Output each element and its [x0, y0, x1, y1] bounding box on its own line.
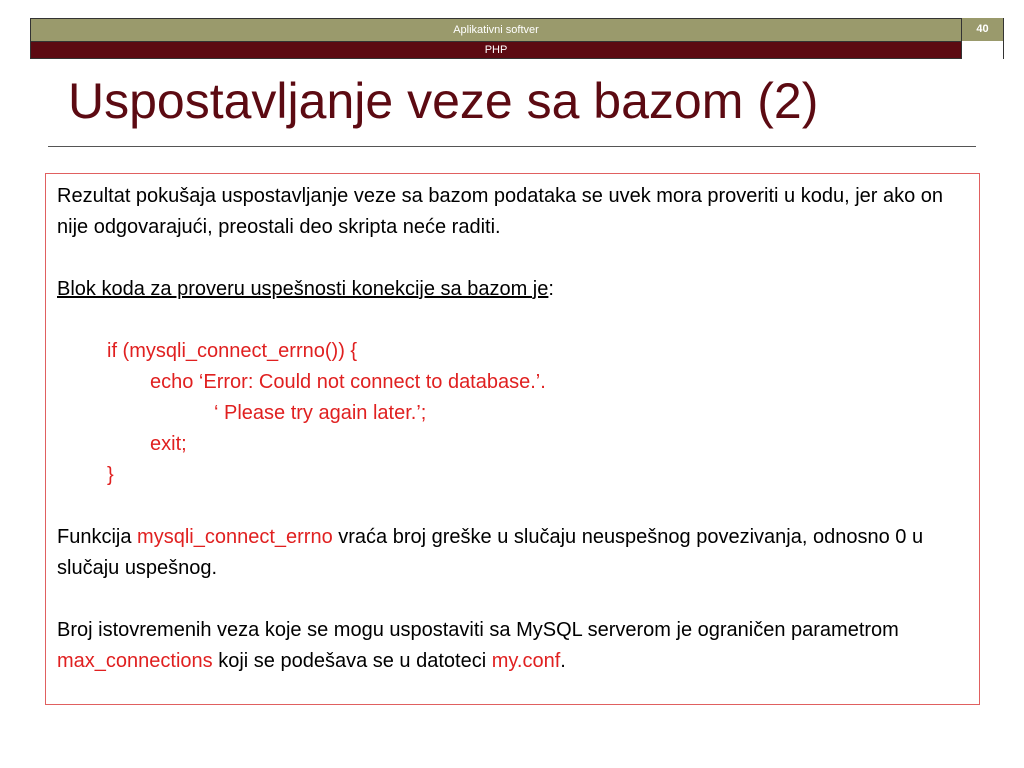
connections-text-b: koji se podešava se u datoteci: [212, 650, 492, 672]
code-line-exit: exit;: [150, 433, 187, 455]
paragraph-connections: [57, 615, 969, 677]
block-heading-colon: :: [548, 278, 554, 300]
slide-title: Uspostavljanje veze sa bazom (2): [68, 73, 819, 129]
config-file-name: my.conf: [491, 650, 561, 672]
code-line-close: }: [107, 464, 114, 486]
paragraph-intro: Rezultat pokušaja uspostavljanje veze sa bazom podataka se uvek mora proveriti u kodu, jer ako on nije odgovarajući, preostali deo skripta neće raditi.: [57, 185, 944, 238]
code-line-echo: echo ‘Error: Could not connect to database.’.: [150, 371, 546, 393]
page-number-box: [961, 18, 1003, 42]
function-text-a: Funkcija: [57, 526, 138, 548]
paragraph-block-heading: [57, 274, 969, 305]
header-bar-bottom: [30, 41, 1004, 59]
course-name: Aplikativni softver: [453, 24, 539, 36]
connections-text-a: Broj istovremenih veza koje se mogu uspostaviti sa MySQL serverom je ograničen parametrom: [57, 619, 899, 641]
code-line-please: ‘ Please try again later.’;: [214, 402, 427, 424]
function-name: mysqli_connect_errno: [137, 526, 333, 548]
paragraph-function: [57, 522, 969, 584]
block-heading-underlined: Blok koda za proveru uspešnosti konekcije sa bazom je: [57, 278, 549, 300]
title-divider: [48, 146, 976, 147]
function-text-b: vraća broj greške u slučaju neuspešnog povezivanja, odnosno 0 u slučaju uspešnog.: [57, 526, 924, 579]
header-corner-box: [961, 41, 1003, 59]
connections-end: .: [560, 650, 566, 672]
content-box: [45, 173, 980, 705]
param-name: max_connections: [57, 650, 213, 672]
content-text: [57, 181, 969, 677]
page-number: 40: [976, 23, 989, 35]
code-line-if: if (mysqli_connect_errno()) {: [107, 340, 358, 362]
header-bar-top: [30, 18, 1004, 42]
topic-name: PHP: [484, 44, 508, 56]
